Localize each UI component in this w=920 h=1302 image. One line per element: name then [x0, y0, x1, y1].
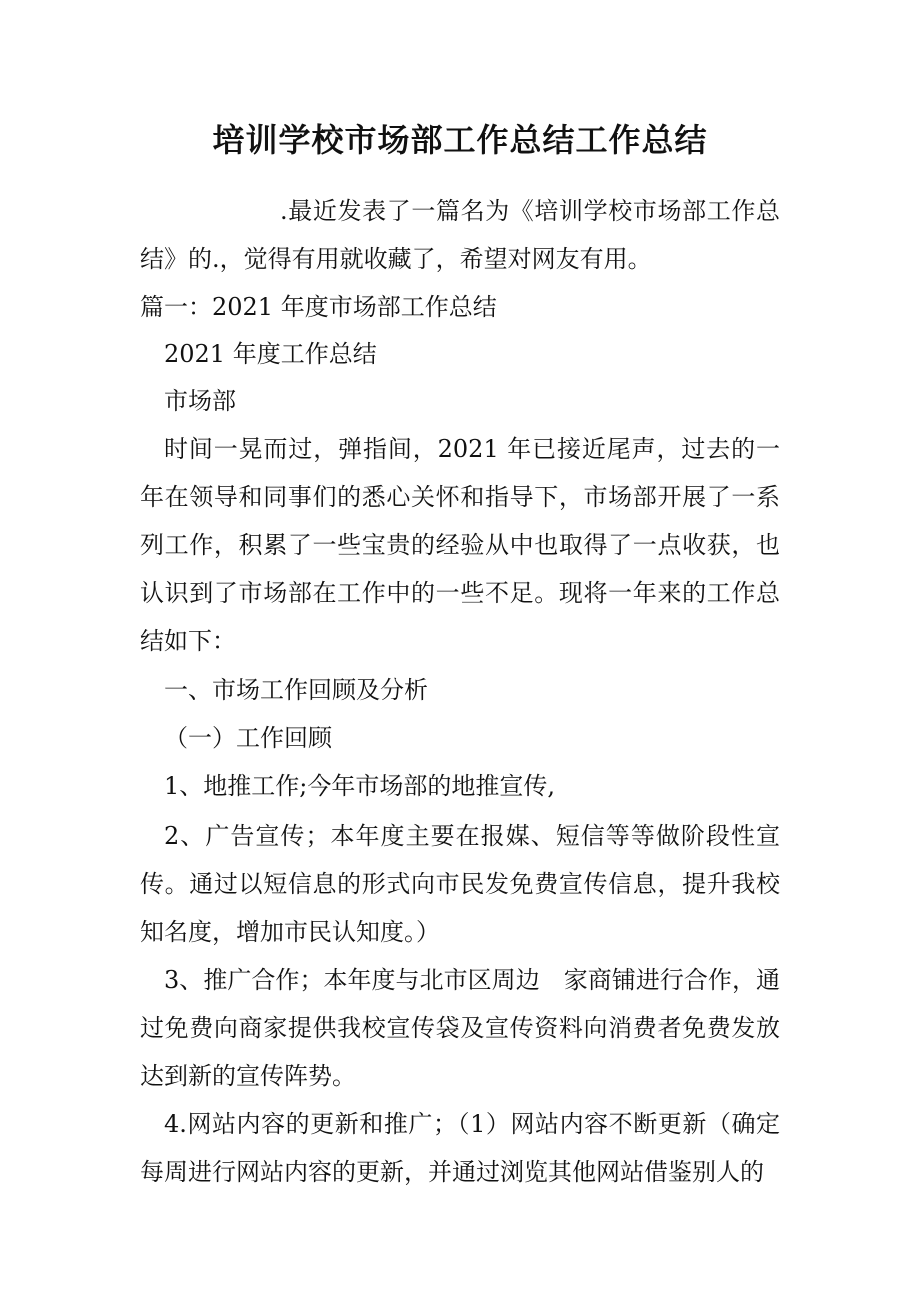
- item-cooperation: 3、推广合作；本年度与北市区周边 家商铺进行合作，通过免费向商家提供我校宣传袋及宣传资料向消费者免费发放达到新的宣传阵势。: [140, 966, 780, 1090]
- item-advertising: 2、广告宣传；本年度主要在报媒、短信等等做阶段性宣传。通过以短信息的形式向市民发免费宣传信息，提升我校知名度，增加市民认知度。）: [140, 822, 780, 946]
- document-title: 培训学校市场部工作总结工作总结: [212, 121, 708, 159]
- item-website: 4.网站内容的更新和推广；（1）网站内容不断更新（确定每周进行网站内容的更新，并通过浏览其他网站借鉴别人的: [140, 1110, 780, 1186]
- subheading-department: 市场部: [164, 387, 236, 415]
- item-ground-promotion: 1、地推工作;今年市场部的地推宣传,: [164, 772, 555, 800]
- section-heading: 篇一：2021 年度市场部工作总结: [140, 293, 497, 321]
- opening-paragraph: 时间一晃而过，弹指间，2021 年已接近尾声，过去的一年在领导和同事们的悉心关怀和指导下，市场部开展了一系列工作，积累了一些宝贵的经验从中也取得了一点收获，也认识到了市场部在工作中的一些不足。现将一年来的工作总结如下：: [140, 435, 780, 655]
- intro-paragraph: .最近发表了一篇名为《培训学校市场部工作总结》的.，觉得有用就收藏了，希望对网友有用。: [140, 197, 780, 273]
- heading-market-review: 一、市场工作回顾及分析: [164, 676, 428, 704]
- heading-work-review: （一）工作回顾: [164, 724, 332, 752]
- subheading-year: 2021 年度工作总结: [164, 340, 377, 368]
